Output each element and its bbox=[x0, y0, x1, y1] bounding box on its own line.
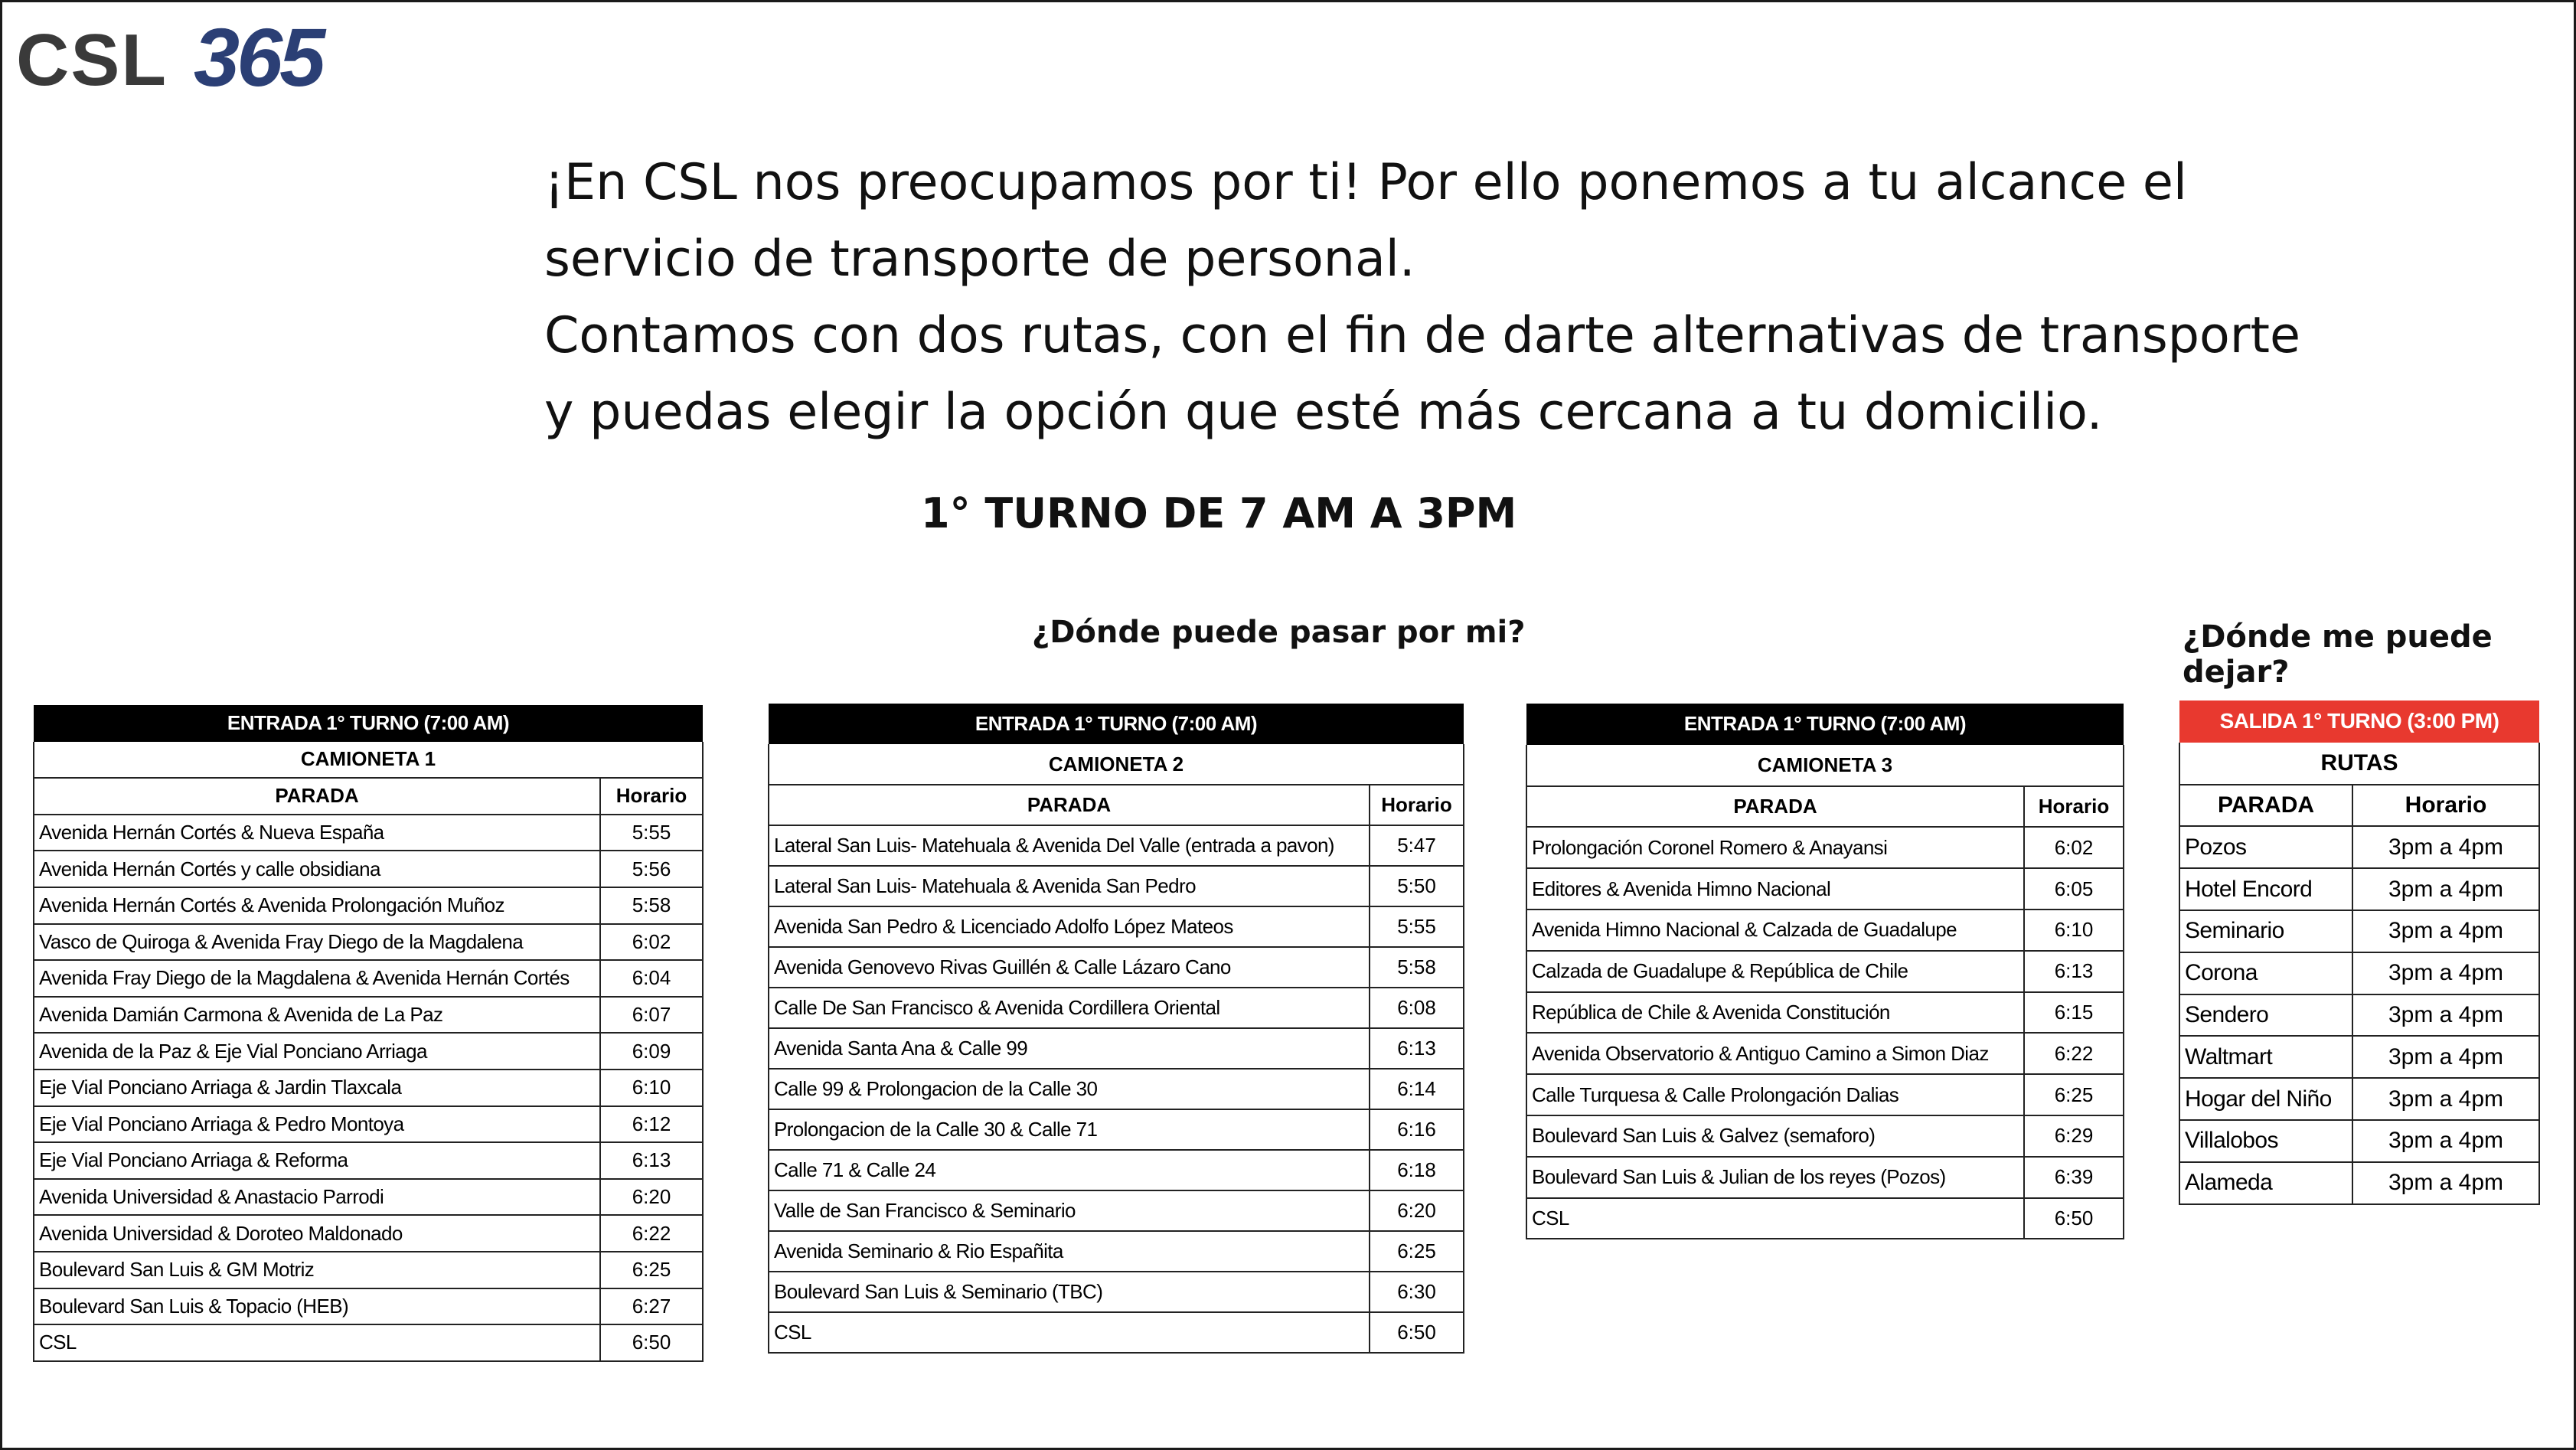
stop-time: 6:09 bbox=[600, 1033, 703, 1070]
stop-name: Corona bbox=[2179, 952, 2352, 994]
table-row bbox=[1526, 868, 2124, 910]
stop-name: Hogar del Niño bbox=[2179, 1078, 2352, 1120]
stop-name: Villalobos bbox=[2179, 1120, 2352, 1162]
stop-name: República de Chile & Avenida Constitución bbox=[1526, 992, 2024, 1034]
stop-time: 3pm a 4pm bbox=[2352, 1120, 2539, 1162]
stop-name: Avenida Seminario & Rio Españita bbox=[769, 1231, 1370, 1272]
table-row bbox=[2179, 952, 2539, 994]
stop-time: 6:05 bbox=[2024, 868, 2124, 910]
stop-time: 6:13 bbox=[600, 1142, 703, 1179]
stop-time: 6:13 bbox=[1370, 1028, 1464, 1069]
stop-name: Calle 99 & Prolongacion de la Calle 30 bbox=[769, 1069, 1370, 1109]
stop-name: Seminario bbox=[2179, 910, 2352, 952]
table-row bbox=[34, 887, 703, 924]
stop-time: 3pm a 4pm bbox=[2352, 826, 2539, 868]
column-header-stop: PARADA bbox=[1526, 786, 2024, 828]
stop-time: 6:10 bbox=[600, 1070, 703, 1106]
stop-name: Avenida Santa Ana & Calle 99 bbox=[769, 1028, 1370, 1069]
pickup-question: ¿Dónde puede pasar por mi? bbox=[1032, 615, 1526, 650]
stop-name: Calle 71 & Calle 24 bbox=[769, 1150, 1370, 1190]
stop-time: 6:07 bbox=[600, 997, 703, 1034]
stop-time: 6:39 bbox=[2024, 1157, 2124, 1198]
stop-time: 6:14 bbox=[1370, 1069, 1464, 1109]
stop-name: Boulevard San Luis & Julian de los reyes (Pozos) bbox=[1526, 1157, 2024, 1198]
stop-time: 5:55 bbox=[1370, 906, 1464, 947]
column-header-time: Horario bbox=[600, 778, 703, 815]
table-row bbox=[769, 1312, 1464, 1353]
stop-time: 6:22 bbox=[600, 1215, 703, 1252]
stop-time: 6:16 bbox=[1370, 1109, 1464, 1150]
stop-time: 6:20 bbox=[1370, 1190, 1464, 1231]
table-row bbox=[769, 866, 1464, 906]
table-row bbox=[769, 1069, 1464, 1109]
stop-name: Avenida Universidad & Doroteo Maldonado bbox=[34, 1215, 600, 1252]
stop-name: Eje Vial Ponciano Arriaga & Reforma bbox=[34, 1142, 600, 1179]
stop-name: Calzada de Guadalupe & República de Chile bbox=[1526, 951, 2024, 992]
table-row bbox=[34, 1215, 703, 1252]
stop-name: Avenida Hernán Cortés & Nueva España bbox=[34, 815, 600, 851]
intro-line-2: Contamos con dos rutas, con el fin de darte alternativas de transporte y puedas elegir la opción que esté más cercana a tu domicilio. bbox=[544, 307, 2300, 441]
stop-name: Prolongacion de la Calle 30 & Calle 71 bbox=[769, 1109, 1370, 1150]
stop-name: Boulevard San Luis & GM Motriz bbox=[34, 1252, 600, 1288]
table-row bbox=[2179, 910, 2539, 952]
stop-name: Avenida Himno Nacional & Calzada de Guadalupe bbox=[1526, 910, 2024, 951]
table-row bbox=[34, 851, 703, 887]
logo-brand: CSL bbox=[16, 19, 168, 101]
table-row bbox=[34, 815, 703, 851]
stop-time: 6:22 bbox=[2024, 1033, 2124, 1074]
stop-name: Lateral San Luis- Matehuala & Avenida San Pedro bbox=[769, 866, 1370, 906]
stop-name: Avenida San Pedro & Licenciado Adolfo López Mateos bbox=[769, 906, 1370, 947]
route-vehicle: CAMIONETA 1 bbox=[34, 742, 703, 779]
stop-time: 5:58 bbox=[600, 887, 703, 924]
route-table-camioneta-1 bbox=[33, 705, 702, 1362]
stop-time: 6:02 bbox=[600, 924, 703, 961]
intro-text bbox=[544, 145, 2320, 451]
table-row bbox=[2179, 868, 2539, 910]
stop-time: 3pm a 4pm bbox=[2352, 1036, 2539, 1078]
stop-name: Sendero bbox=[2179, 994, 2352, 1037]
table-row bbox=[34, 1324, 703, 1361]
table-row bbox=[769, 947, 1464, 988]
column-header-stop: PARADA bbox=[2179, 785, 2352, 827]
stop-time: 6:08 bbox=[1370, 988, 1464, 1028]
table-row bbox=[34, 924, 703, 961]
stop-name: Avenida Genovevo Rivas Guillén & Calle Lázaro Cano bbox=[769, 947, 1370, 988]
stop-name: Calle Turquesa & Calle Prolongación Dalias bbox=[1526, 1074, 2024, 1115]
stop-time: 3pm a 4pm bbox=[2352, 1078, 2539, 1120]
column-header-time: Horario bbox=[2024, 786, 2124, 828]
route-vehicle: RUTAS bbox=[2179, 743, 2539, 785]
route-vehicle: CAMIONETA 3 bbox=[1526, 745, 2124, 786]
table-row bbox=[34, 1288, 703, 1325]
stop-name: Calle De San Francisco & Avenida Cordillera Oriental bbox=[769, 988, 1370, 1028]
table-row bbox=[769, 825, 1464, 866]
table-row bbox=[34, 960, 703, 997]
stop-time: 6:13 bbox=[2024, 951, 2124, 992]
stop-name: Avenida Damián Carmona & Avenida de La Paz bbox=[34, 997, 600, 1034]
stop-time: 6:25 bbox=[2024, 1074, 2124, 1115]
route-header: ENTRADA 1° TURNO (7:00 AM) bbox=[769, 704, 1464, 744]
table-row bbox=[2179, 1036, 2539, 1078]
stop-time: 6:50 bbox=[600, 1324, 703, 1361]
stop-name: CSL bbox=[769, 1312, 1370, 1353]
column-header-stop: PARADA bbox=[769, 785, 1370, 825]
route-header: ENTRADA 1° TURNO (7:00 AM) bbox=[1526, 704, 2124, 745]
table-row bbox=[769, 1150, 1464, 1190]
table-row bbox=[34, 1142, 703, 1179]
stop-name: Boulevard San Luis & Seminario (TBC) bbox=[769, 1272, 1370, 1312]
stop-time: 6:25 bbox=[600, 1252, 703, 1288]
stop-name: Waltmart bbox=[2179, 1036, 2352, 1078]
table-row bbox=[1526, 1033, 2124, 1074]
stop-name: Lateral San Luis- Matehuala & Avenida Del Valle (entrada a pavon) bbox=[769, 825, 1370, 866]
logo-number: 365 bbox=[194, 11, 323, 103]
stop-time: 6:30 bbox=[1370, 1272, 1464, 1312]
stop-name: CSL bbox=[34, 1324, 600, 1361]
stop-time: 6:02 bbox=[2024, 827, 2124, 868]
stop-time: 5:50 bbox=[1370, 866, 1464, 906]
table-row bbox=[34, 1252, 703, 1288]
table-row bbox=[1526, 827, 2124, 868]
stop-name: Avenida de la Paz & Eje Vial Ponciano Arriaga bbox=[34, 1033, 600, 1070]
stop-time: 3pm a 4pm bbox=[2352, 868, 2539, 910]
stop-time: 5:56 bbox=[600, 851, 703, 887]
stop-time: 6:29 bbox=[2024, 1115, 2124, 1157]
table-row bbox=[34, 1033, 703, 1070]
table-row bbox=[769, 988, 1464, 1028]
stop-name: CSL bbox=[1526, 1198, 2024, 1239]
stop-time: 5:55 bbox=[600, 815, 703, 851]
table-row bbox=[2179, 1120, 2539, 1162]
stop-time: 6:50 bbox=[1370, 1312, 1464, 1353]
table-row bbox=[769, 1028, 1464, 1069]
table-row bbox=[1526, 1074, 2124, 1115]
stop-time: 6:15 bbox=[2024, 992, 2124, 1034]
table-row bbox=[1526, 910, 2124, 951]
dropoff-question: ¿Dónde me puede dejar? bbox=[2183, 619, 2493, 690]
table-row bbox=[2179, 1078, 2539, 1120]
stop-time: 6:04 bbox=[600, 960, 703, 997]
stop-name: Avenida Universidad & Anastacio Parrodi bbox=[34, 1179, 600, 1216]
stop-name: Boulevard San Luis & Topacio (HEB) bbox=[34, 1288, 600, 1325]
stop-name: Valle de San Francisco & Seminario bbox=[769, 1190, 1370, 1231]
stop-time: 3pm a 4pm bbox=[2352, 994, 2539, 1037]
stop-name: Vasco de Quiroga & Avenida Fray Diego de la Magdalena bbox=[34, 924, 600, 961]
table-row bbox=[1526, 992, 2124, 1034]
stop-time: 6:50 bbox=[2024, 1198, 2124, 1239]
stop-time: 6:27 bbox=[600, 1288, 703, 1325]
table-row bbox=[769, 1190, 1464, 1231]
stop-time: 6:18 bbox=[1370, 1150, 1464, 1190]
table-row bbox=[34, 1106, 703, 1143]
stop-name: Avenida Fray Diego de la Magdalena & Avenida Hernán Cortés bbox=[34, 960, 600, 997]
shift-title: 1° TURNO DE 7 AM A 3PM bbox=[921, 489, 1517, 537]
stop-time: 3pm a 4pm bbox=[2352, 952, 2539, 994]
route-table-camioneta-2 bbox=[768, 704, 1463, 1354]
stop-name: Boulevard San Luis & Galvez (semaforo) bbox=[1526, 1115, 2024, 1157]
table-row bbox=[1526, 1115, 2124, 1157]
stop-name: Avenida Hernán Cortés y calle obsidiana bbox=[34, 851, 600, 887]
table-row bbox=[34, 1070, 703, 1106]
table-row bbox=[34, 1179, 703, 1216]
table-row bbox=[34, 997, 703, 1034]
stop-time: 5:47 bbox=[1370, 825, 1464, 866]
table-row bbox=[2179, 1162, 2539, 1204]
table-row bbox=[769, 1109, 1464, 1150]
stop-name: Hotel Encord bbox=[2179, 868, 2352, 910]
route-header: SALIDA 1° TURNO (3:00 PM) bbox=[2179, 701, 2539, 743]
stop-name: Editores & Avenida Himno Nacional bbox=[1526, 868, 2024, 910]
stop-name: Pozos bbox=[2179, 826, 2352, 868]
column-header-stop: PARADA bbox=[34, 778, 600, 815]
stop-name: Alameda bbox=[2179, 1162, 2352, 1204]
table-row bbox=[2179, 994, 2539, 1037]
route-header: ENTRADA 1° TURNO (7:00 AM) bbox=[34, 705, 703, 742]
stop-time: 6:20 bbox=[600, 1179, 703, 1216]
stop-time: 6:25 bbox=[1370, 1231, 1464, 1272]
stop-name: Eje Vial Ponciano Arriaga & Jardin Tlaxcala bbox=[34, 1070, 600, 1106]
stop-time: 3pm a 4pm bbox=[2352, 910, 2539, 952]
route-table-camioneta-3 bbox=[1526, 704, 2123, 1239]
stop-time: 6:12 bbox=[600, 1106, 703, 1143]
table-row bbox=[769, 906, 1464, 947]
table-row bbox=[769, 1231, 1464, 1272]
stop-name: Prolongación Coronel Romero & Anayansi bbox=[1526, 827, 2024, 868]
table-row bbox=[1526, 1157, 2124, 1198]
stop-name: Avenida Hernán Cortés & Avenida Prolongación Muñoz bbox=[34, 887, 600, 924]
column-header-time: Horario bbox=[1370, 785, 1464, 825]
table-row bbox=[2179, 826, 2539, 868]
table-row bbox=[769, 1272, 1464, 1312]
column-header-time: Horario bbox=[2352, 785, 2539, 827]
table-row bbox=[1526, 951, 2124, 992]
route-vehicle: CAMIONETA 2 bbox=[769, 744, 1464, 785]
csl365-logo bbox=[16, 11, 376, 106]
stop-time: 3pm a 4pm bbox=[2352, 1162, 2539, 1204]
stop-name: Avenida Observatorio & Antiguo Camino a Simon Diaz bbox=[1526, 1033, 2024, 1074]
intro-line-1: ¡En CSL nos preocupamos por ti! Por ello ponemos a tu alcance el servicio de transporte de personal. bbox=[544, 154, 2187, 288]
table-row bbox=[1526, 1198, 2124, 1239]
stop-name: Eje Vial Ponciano Arriaga & Pedro Montoya bbox=[34, 1106, 600, 1143]
stop-time: 6:10 bbox=[2024, 910, 2124, 951]
stop-time: 5:58 bbox=[1370, 947, 1464, 988]
route-table-salida bbox=[2179, 701, 2538, 1205]
